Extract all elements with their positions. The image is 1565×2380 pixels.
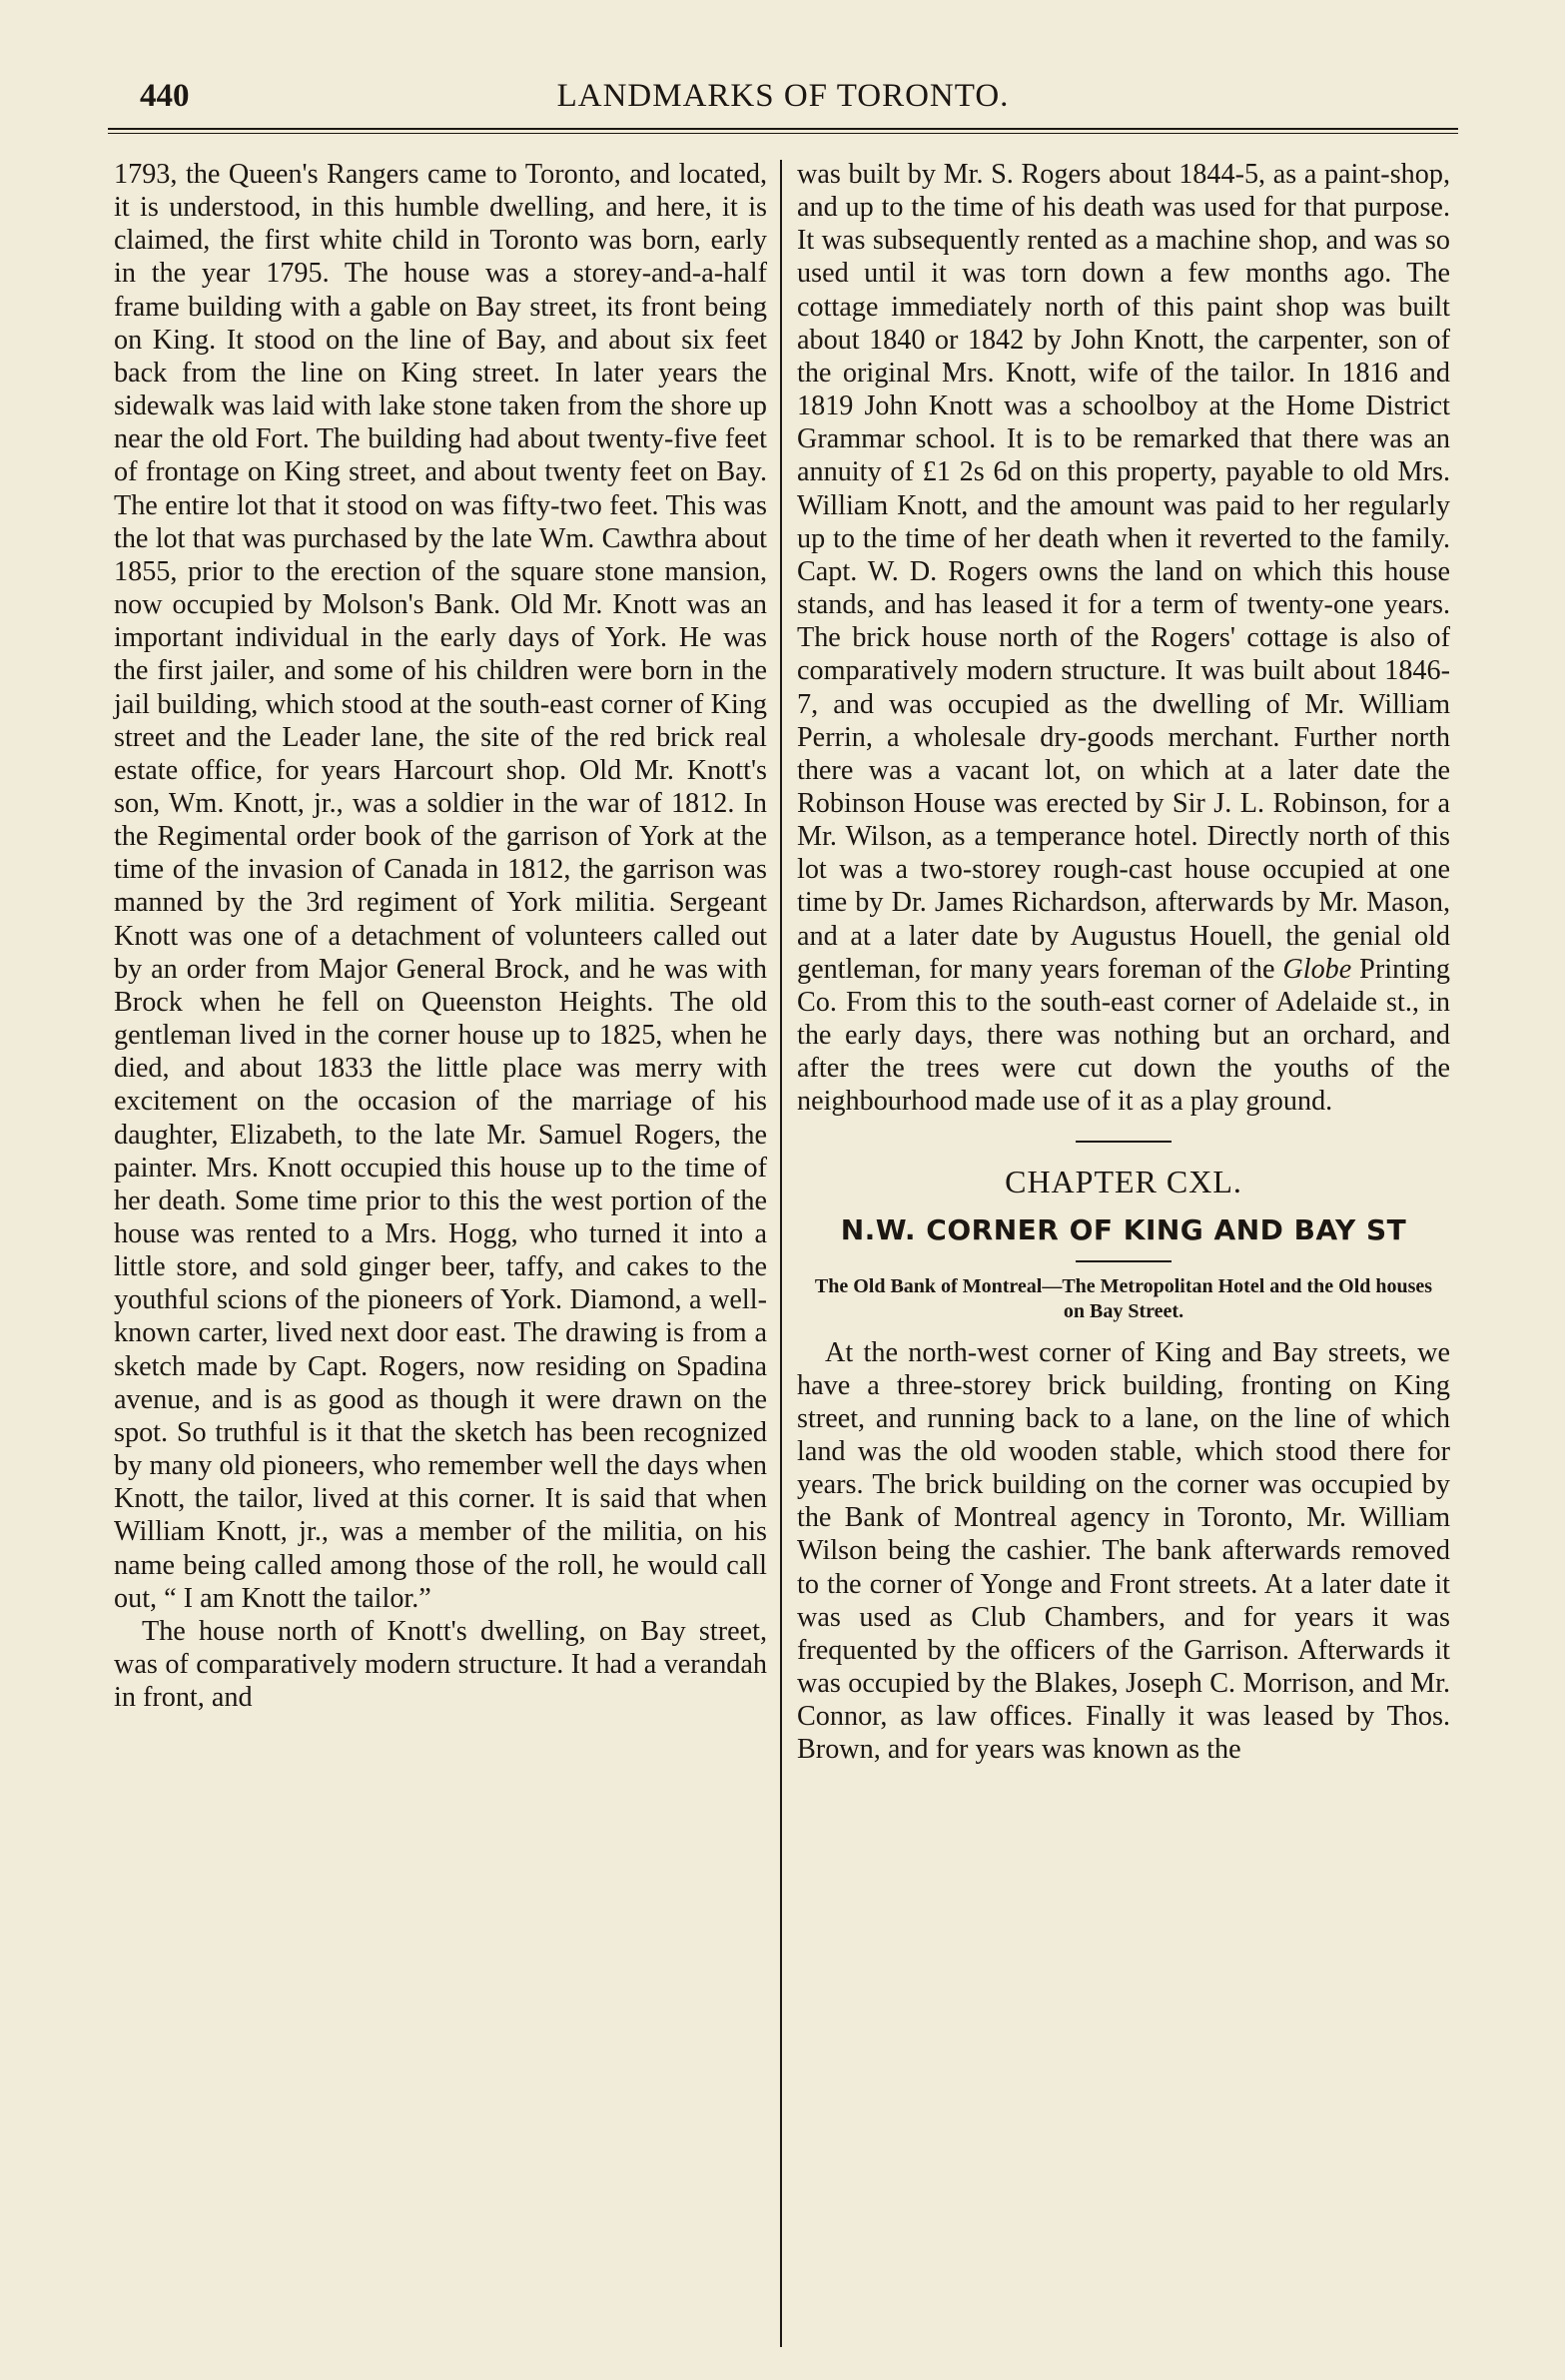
globe-italic: Globe: [1282, 953, 1352, 985]
chapter-subheading: The Old Bank of Montreal—The Metropolitan Hotel and the Old houses on Bay Street.: [814, 1274, 1433, 1322]
page-number: 440: [140, 78, 190, 114]
section-separator: [1076, 1260, 1172, 1262]
header-rule: [108, 128, 1458, 134]
left-paragraph-2: The house north of Knott's dwelling, on Bay street, was of comparatively modern structure. It had a verandah in front, and: [114, 1615, 767, 1714]
left-column: [114, 158, 767, 1714]
right-paragraph-1: [797, 158, 1450, 1119]
page-header: [108, 78, 1458, 124]
right-paragraph-2: At the north-west corner of King and Bay streets, we have a three-storey brick building, fronting on King street, and running back to a lane, on the line of which land was the old wooden stable, which stood there for years. The brick building on the corner was occupied by the Bank of Montreal agency in Toronto, Mr. William Wilson being the cashier. The bank afterwards removed to the corner of Yonge and Front streets. At a later date it was used as Club Chambers, and for years it was frequented by the officers of the Garrison. Afterwards it was occupied by the Blakes, Joseph C. Morrison, and Mr. Connor, as law offices. Finally it was leased by Thos. Brown, and for years was known as the: [797, 1336, 1450, 1766]
right-paragraph-1-text-b: Printing Co. From this to the south-east corner of Adelaide st., in the early days, there was nothing but an orchard, and after the trees were cut down the youths of the neighbourhood made use of it as a play ground.: [797, 953, 1451, 1118]
section-title: N.W. CORNER OF KING AND BAY ST: [840, 1212, 1407, 1246]
chapter-title: CHAPTER CXL.: [1005, 1163, 1242, 1199]
chapter-separator: [1076, 1141, 1172, 1143]
right-paragraph-1-text-a: was built by Mr. S. Rogers about 1844-5, as a paint-shop, and up to the time of his death was used for that purpose. It was subsequently rented as a machine shop, and was so used until it was torn down a few months ago. The cottage immediately north of this paint shop was built about 1840 or 1842 by John Knott, the carpenter, son of the original Mrs. Knott, wife of the tailor. In 1816 and 1819 John Knott was a schoolboy at the Home District Grammar school. It is to be remarked that there was an annuity of £1 2s 6d on this property, payable to old Mrs. William Knott, and the amount was paid to her regularly up to the time of her death when it reverted to the family. Capt. W. D. Rogers owns the land on which this house stands, and has leased it for a term of twenty-one years. The brick house north of the Rogers' cottage is also of comparatively modern structure. It was built about 1846-7, and was occupied as the dwelling of Mr. William Perrin, a wholesale dry-goods merchant. Further north there was a vacant lot, on which at a later date the Robinson House was erected by Sir J. L. Robinson, for a Mr. Wilson, as a temperance hotel. Directly north of this lot was a two-storey rough-cast house occupied at one time by Dr. James Richardson, afterwards by Mr. Mason, and at a later date by Augustus Houell, the genial old gentleman, for many years foreman of the: [797, 159, 1450, 985]
running-title: LANDMARKS OF TORONTO.: [556, 78, 1010, 114]
left-paragraph-1: 1793, the Queen's Rangers came to Toronto, and located, it is understood, in this humble dwelling, and here, it is claimed, the first white child in Toronto was born, early in the year 1795. The house was a storey-and-a-half frame building with a gable on Bay street, its front being on King. It stood on the line of Bay, and about six feet back from the line on King street. In later years the sidewalk was laid with lake stone taken from the shore up near the old Fort. The building had about twenty-five feet of frontage on King street, and about twenty feet on Bay. The entire lot that it stood on was fifty-two feet. This was the lot that was purchased by the late Wm. Cawthra about 1855, prior to the erection of the square stone mansion, now occupied by Molson's Bank. Old Mr. Knott was an important individual in the early days of York. He was the first jailer, and some of his children were born in the jail building, which stood at the south-east corner of King street and the Leader lane, the site of the red brick real estate office, for years Harcourt shop. Old Mr. Knott's son, Wm. Knott, jr., was a soldier in the war of 1812. In the Regimental order book of the garrison of York at the time of the invasion of Canada in 1812, the garrison was manned by the 3rd regiment of York militia. Sergeant Knott was one of a detachment of volunteers called out by an order from Major General Brock, and he was with Brock when he fell on Queenston Heights. The old gentleman lived in the corner house up to 1825, when he died, and about 1833 the little place was merry with excitement on the occasion of the marriage of his daughter, Elizabeth, to the late Mr. Samuel Rogers, the painter. Mrs. Knott occupied this house up to the time of her death. Some time prior to this the west portion of the house was rented to a Mrs. Hogg, who turned it into a little store, and sold ginger beer, taffy, and cakes to the youthful scions of the pioneers of York. Diamond, a well-known carter, lived next door east. The drawing is from a sketch made by Capt. Rogers, now residing on Spadina avenue, and is as good as though it were drawn on the spot. So truthful is it that the sketch has been recognized by many old pioneers, who remember well the days when Knott, the tailor, lived at this corner. It is said that when William Knott, jr., was a member of the militia, on his name being called among those of the roll, he would call out, “ I am Knott the tailor.”: [114, 159, 767, 1614]
right-column: [797, 158, 1450, 1767]
column-divider: [780, 160, 782, 2347]
